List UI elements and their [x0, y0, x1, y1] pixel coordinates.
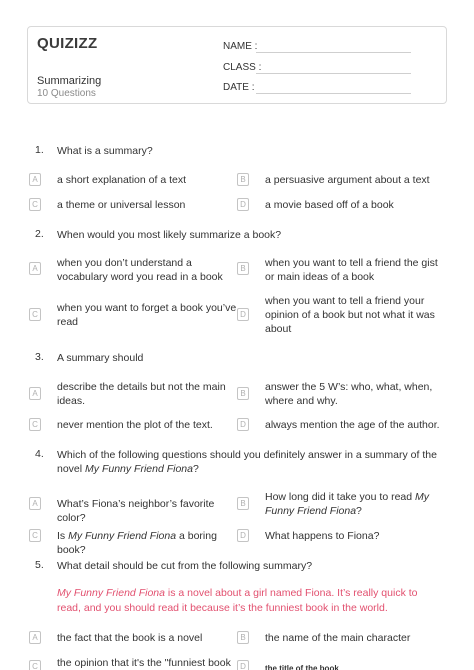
date-label: DATE : [223, 82, 255, 93]
option-text: never mention the plot of the text. [57, 419, 213, 431]
option-letter-box[interactable]: C [29, 660, 41, 670]
option-text: a theme or universal lesson [57, 199, 186, 211]
question-count: 10 Questions [37, 88, 96, 99]
option-letter-box[interactable]: C [29, 308, 41, 321]
option-letter-box[interactable]: D [237, 308, 249, 321]
date-field[interactable] [256, 93, 411, 94]
option-letter-box[interactable]: A [29, 262, 41, 275]
book-title: My Funny Friend Fiona [57, 587, 165, 599]
question-text: Which of the following questions should you definitely answer in a summary of the novel My Funny Friend Fiona? [57, 449, 437, 475]
summary-passage: My Funny Friend Fiona is a novel about a girl named Fiona. It’s really quick to read, and you should read it because it’s the funniest book in the world. [57, 587, 418, 614]
option-text: the name of the main character [265, 632, 411, 644]
question-number: 4. [35, 448, 44, 460]
option-letter-box[interactable]: A [29, 387, 41, 400]
option-text: when you don’t understand a vocabulary word you read in a book [57, 257, 223, 283]
option-text: a movie based off of a book [265, 199, 394, 211]
option-letter-box[interactable]: C [29, 198, 41, 211]
option-letter-box[interactable]: B [237, 173, 249, 186]
question-text: What is a summary? [57, 145, 153, 157]
option-letter-box[interactable]: A [29, 173, 41, 186]
option-letter-box[interactable]: A [29, 631, 41, 644]
option-text: a persuasive argument about a text [265, 174, 430, 186]
option-text: What’s Fiona’s neighbor’s favorite color? [57, 498, 215, 524]
option-text: Is My Funny Friend Fiona a boring book? [57, 530, 217, 556]
name-label: NAME : [223, 41, 258, 52]
option-letter-box[interactable]: B [237, 387, 249, 400]
option-letter-box[interactable]: C [29, 418, 41, 431]
option-text: a short explanation of a text [57, 174, 186, 186]
option-text: describe the details but not the main ideas. [57, 381, 226, 407]
option-text: the opinion that it's the "funniest book [57, 657, 231, 669]
book-title: My Funny Friend Fiona [68, 530, 177, 542]
option-text: the fact that the book is a novel [57, 632, 203, 644]
book-title: My Funny Friend Fiona [265, 491, 430, 517]
option-letter-box[interactable]: B [237, 262, 249, 275]
name-field[interactable] [256, 52, 411, 53]
option-text: when you want to tell a friend your opinion of a book but not what it was about [265, 295, 435, 335]
question-number: 2. [35, 228, 44, 240]
option-text: when you want to tell a friend the gist or main ideas of a book [265, 257, 438, 283]
class-field[interactable] [256, 73, 411, 74]
quizizz-logo: QUIZIZZ [37, 35, 98, 52]
option-text: How long did it take you to read My Funny Friend Fiona? [265, 491, 430, 517]
option-text: answer the 5 W’s: who, what, when, where and why. [265, 381, 433, 407]
question-number: 3. [35, 351, 44, 363]
class-label: CLASS : [223, 62, 262, 73]
option-text: always mention the age of the author. [265, 419, 440, 431]
option-letter-box[interactable]: D [237, 418, 249, 431]
option-letter-box[interactable]: D [237, 198, 249, 211]
option-letter-box[interactable]: C [29, 529, 41, 542]
question-number: 1. [35, 144, 44, 156]
option-letter-box[interactable]: D [237, 529, 249, 542]
question-text: A summary should [57, 352, 144, 364]
option-text: What happens to Fiona? [265, 530, 380, 542]
question-number: 5. [35, 559, 44, 571]
option-text: when you want to forget a book you’ve read [57, 302, 237, 328]
worksheet-title: Summarizing [37, 75, 102, 87]
option-letter-box[interactable]: D [237, 660, 249, 670]
question-text: When would you most likely summarize a book? [57, 229, 282, 241]
option-letter-box[interactable]: B [237, 497, 249, 510]
option-letter-box[interactable]: B [237, 631, 249, 644]
book-title: My Funny Friend Fiona [85, 463, 193, 475]
option-text: the title of the book [265, 664, 339, 670]
option-letter-box[interactable]: A [29, 497, 41, 510]
question-text: What detail should be cut from the following summary? [57, 560, 313, 572]
